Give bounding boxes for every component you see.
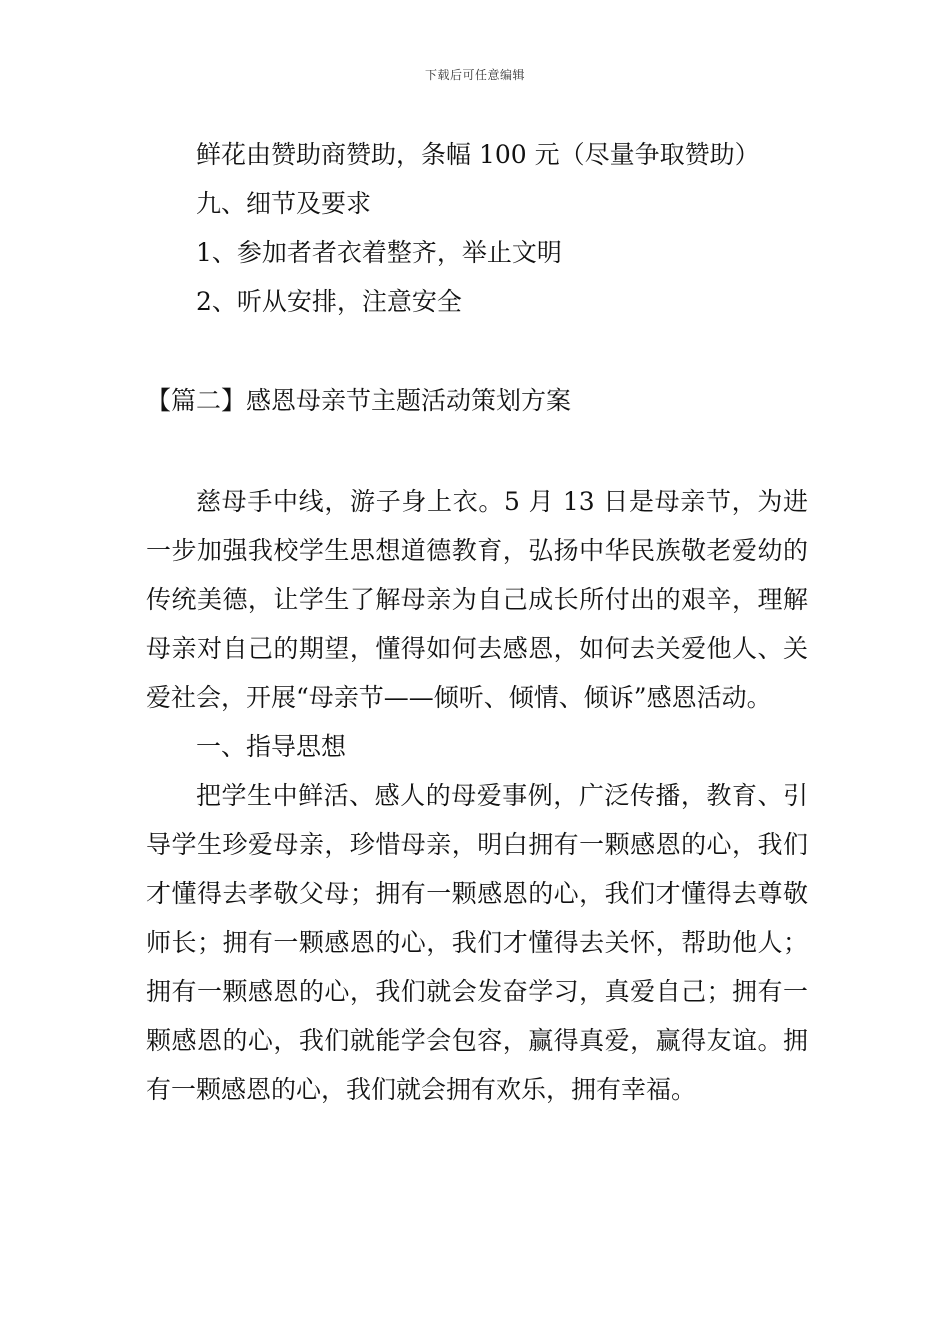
requirement-item-1: 1、参加者者衣着整齐，举止文明 [196,238,562,267]
guiding-thought-paragraph: 把学生中鲜活、感人的母爱事例，广泛传播，教育、引导学生珍爱母亲，珍惜母亲，明白拥有一颗感恩的心，我们才懂得去孝敬父母；拥有一颗感恩的心，我们才懂得去尊敬师长；拥有一颗感恩的心，我们才懂得去关怀，帮助他人；拥有一颗感恩的心，我们就会发奋学习，真爱自己；拥有一颗感恩的心，我们就能学会包容，赢得真爱，赢得友谊。拥有一颗感恩的心，我们就会拥有欢乐，拥有幸福。 [146,781,808,1104]
requirement-item-2: 2、听从安排，注意安全 [196,287,462,316]
intro-paragraph: 慈母手中线，游子身上衣。5 月 13 日是母亲节，为进一步加强我校学生思想道德教育，弘扬中华民族敬老爱幼的传统美德，让学生了解母亲为自己成长所付出的艰辛，理解母亲对自己的期望，懂得如何去感恩，如何去关爱他人、关爱社会，开展“母亲节——倾听、倾情、倾诉”感恩活动。 [146,487,808,712]
sponsorship-line: 鲜花由赞助商赞助，条幅 100 元（尽量争取赞助） [196,140,760,169]
guiding-thought-heading: 一、指导思想 [196,732,347,761]
document-body [146,130,808,1114]
page-header: 下载后可任意编辑 [424,68,525,82]
requirements-heading: 九、细节及要求 [196,189,372,218]
section-title: 【篇二】感恩母亲节主题活动策划方案 [146,386,572,415]
